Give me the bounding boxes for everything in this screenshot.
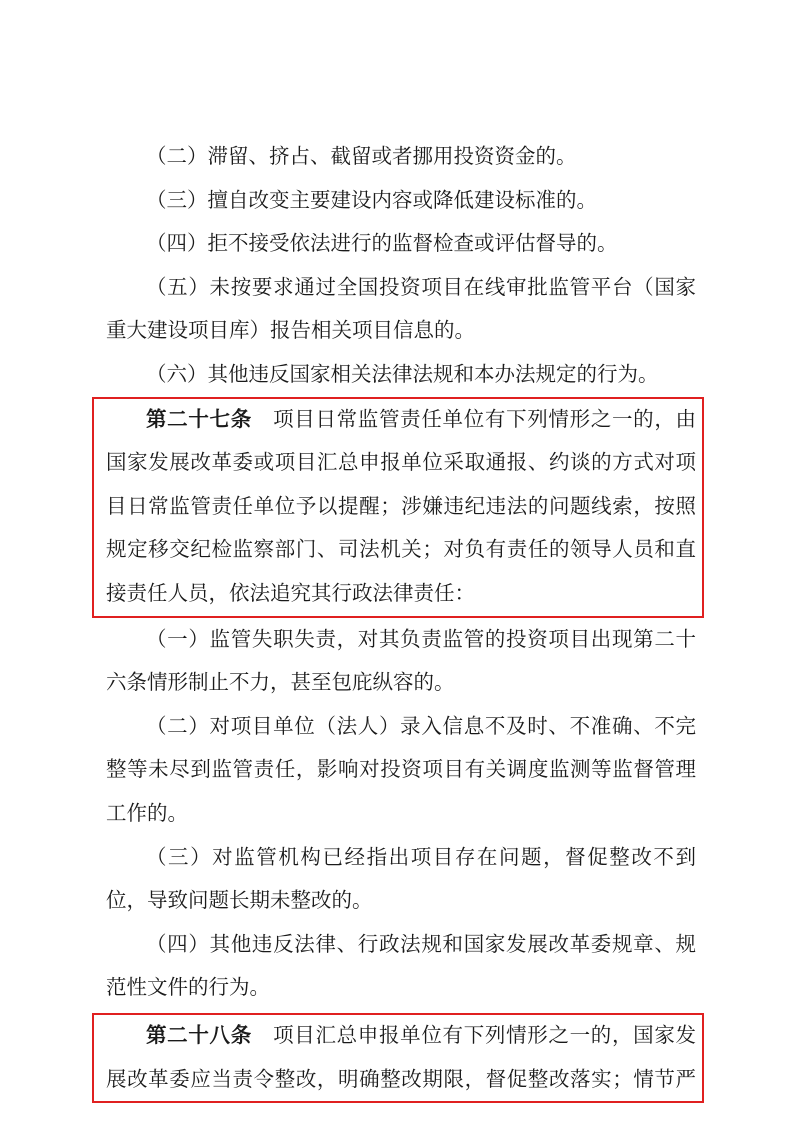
article-first-line-text: 项目汇总申报单位有下列情形之一的，国家发 bbox=[251, 1023, 696, 1047]
highlight-box bbox=[92, 1013, 704, 1103]
article-line: 展改革委应当责令整改，明确整改期限，督促整改落实；情节严 bbox=[106, 1066, 696, 1091]
paragraph-line: （四）拒不接受依法进行的监督检查或评估督导的。 bbox=[146, 231, 618, 256]
paragraph-line: （二）滞留、挤占、截留或者挪用投资资金的。 bbox=[146, 144, 577, 168]
paragraph-line: （三）对监管机构已经指出项目存在问题，督促整改不到 bbox=[146, 844, 696, 869]
paragraph-line: 工作的。 bbox=[106, 801, 188, 825]
article-first-line-text: 项目日常监管责任单位有下列情形之一的，由 bbox=[251, 406, 696, 431]
article-line: 接责任人员，依法追究其行政法律责任： bbox=[106, 581, 475, 605]
article-line: 国家发展改革委或项目汇总申报单位采取通报、约谈的方式对项 bbox=[106, 450, 696, 475]
highlight-box bbox=[92, 397, 704, 618]
article-line: 规定移交纪检监察部门、司法机关；对负有责任的领导人员和直 bbox=[106, 537, 696, 562]
paragraph-line: （六）其他违反国家相关法律法规和本办法规定的行为。 bbox=[146, 362, 659, 386]
paragraph-line: 位，导致问题长期未整改的。 bbox=[106, 888, 373, 913]
paragraph-line: 整等未尽到监管责任，影响对投资项目有关调度监测等监督管理 bbox=[106, 757, 696, 782]
paragraph-line: 重大建设项目库）报告相关项目信息的。 bbox=[106, 318, 475, 343]
paragraph-line: （五）未按要求通过全国投资项目在线审批监管平台（国家 bbox=[146, 274, 696, 299]
paragraph-line: 六条情形制止不力，甚至包庇纵容的。 bbox=[106, 670, 455, 695]
paragraph-line: 范性文件的行为。 bbox=[106, 975, 270, 1000]
paragraph-line: （二）对项目单位（法人）录入信息不及时、不准确、不完 bbox=[146, 713, 696, 738]
paragraph-line: （三）擅自改变主要建设内容或降低建设标准的。 bbox=[146, 187, 597, 212]
article-title: 第二十七条 bbox=[146, 406, 252, 431]
paragraph-line: （一）监管失职失责，对其负责监管的投资项目出现第二十 bbox=[146, 626, 696, 651]
paragraph-line: （四）其他违反法律、行政法规和国家发展改革委规章、规 bbox=[146, 931, 696, 956]
article-title: 第二十八条 bbox=[146, 1023, 252, 1047]
article-line: 目日常监管责任单位予以提醒；涉嫌违纪违法的问题线索，按照 bbox=[106, 493, 696, 518]
